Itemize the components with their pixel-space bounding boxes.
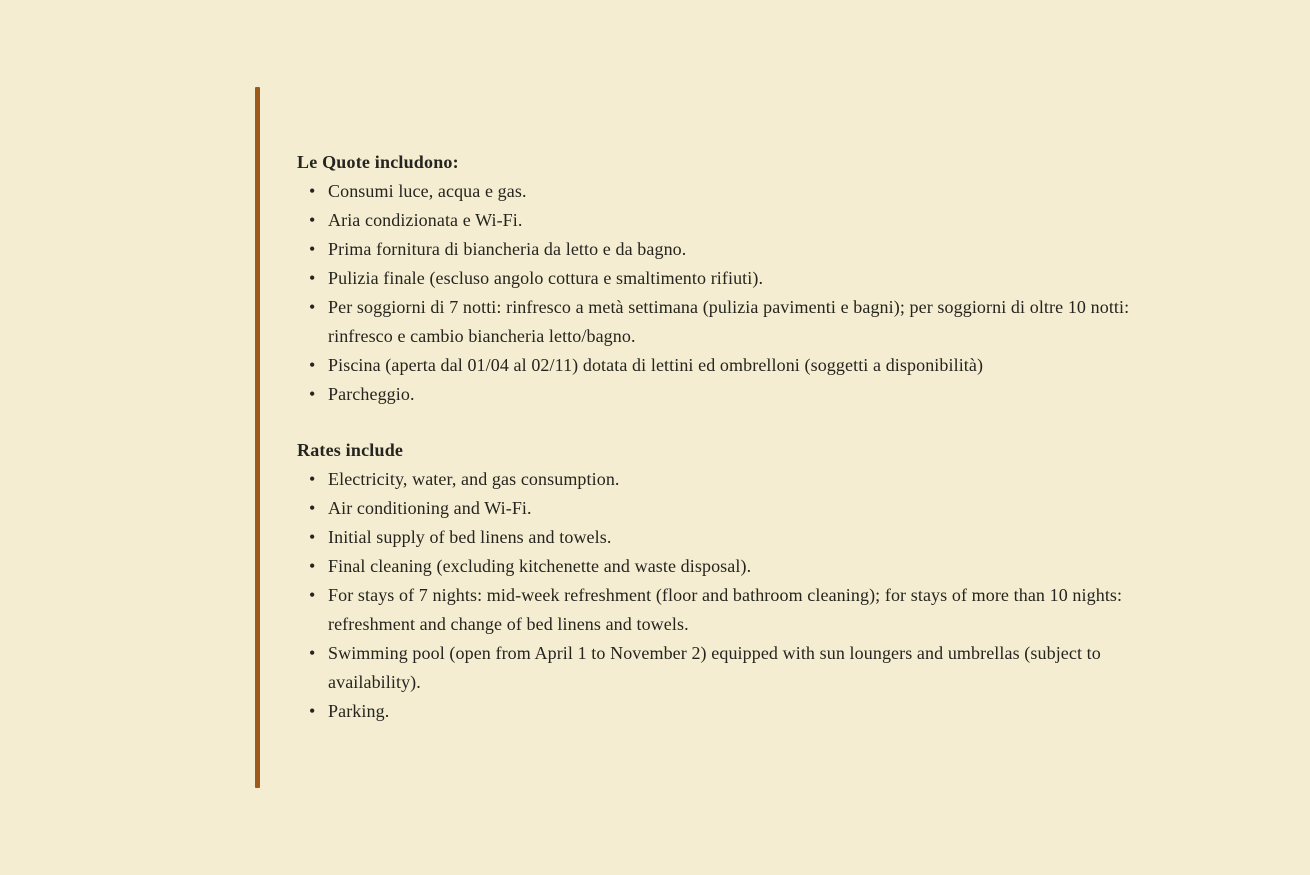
section-english-rates — [297, 436, 1194, 726]
list-item: • Per soggiorni di 7 notti: rinfresco a metà settimana (pulizia pavimenti e bagni); per soggiorni di oltre 10 notti: rinfresco e cambio biancheria letto/bagno. — [297, 293, 1194, 351]
list-item: • Parking. — [297, 697, 1194, 726]
list-item: • Consumi luce, acqua e gas. — [297, 177, 1194, 206]
list-item: • Pulizia finale (escluso angolo cottura e smaltimento rifiuti). — [297, 264, 1194, 293]
english-rates-list — [297, 465, 1194, 726]
list-item: • Aria condizionata e Wi-Fi. — [297, 206, 1194, 235]
section-heading-english: Rates include — [297, 440, 404, 460]
section-italian-rates — [297, 148, 1194, 409]
list-item: • Air conditioning and Wi-Fi. — [297, 494, 1194, 523]
italian-rates-list — [297, 177, 1194, 409]
list-item: • Final cleaning (excluding kitchenette and waste disposal). — [297, 552, 1194, 581]
list-item: • For stays of 7 nights: mid-week refreshment (floor and bathroom cleaning); for stays of more than 10 nights: refreshment and change of bed linens and towels. — [297, 581, 1194, 639]
accent-bar — [255, 87, 260, 788]
list-item: • Electricity, water, and gas consumption. — [297, 465, 1194, 494]
list-item: • Prima fornitura di biancheria da letto e da bagno. — [297, 235, 1194, 264]
list-item: • Parcheggio. — [297, 380, 1194, 409]
list-item: • Initial supply of bed linens and towels. — [297, 523, 1194, 552]
list-item: • Piscina (aperta dal 01/04 al 02/11) dotata di lettini ed ombrelloni (soggetti a disponibilità) — [297, 351, 1194, 380]
rates-content — [297, 148, 1194, 726]
section-heading-italian: Le Quote includono: — [297, 152, 459, 172]
list-item: • Swimming pool (open from April 1 to November 2) equipped with sun loungers and umbrellas (subject to availability). — [297, 639, 1194, 697]
